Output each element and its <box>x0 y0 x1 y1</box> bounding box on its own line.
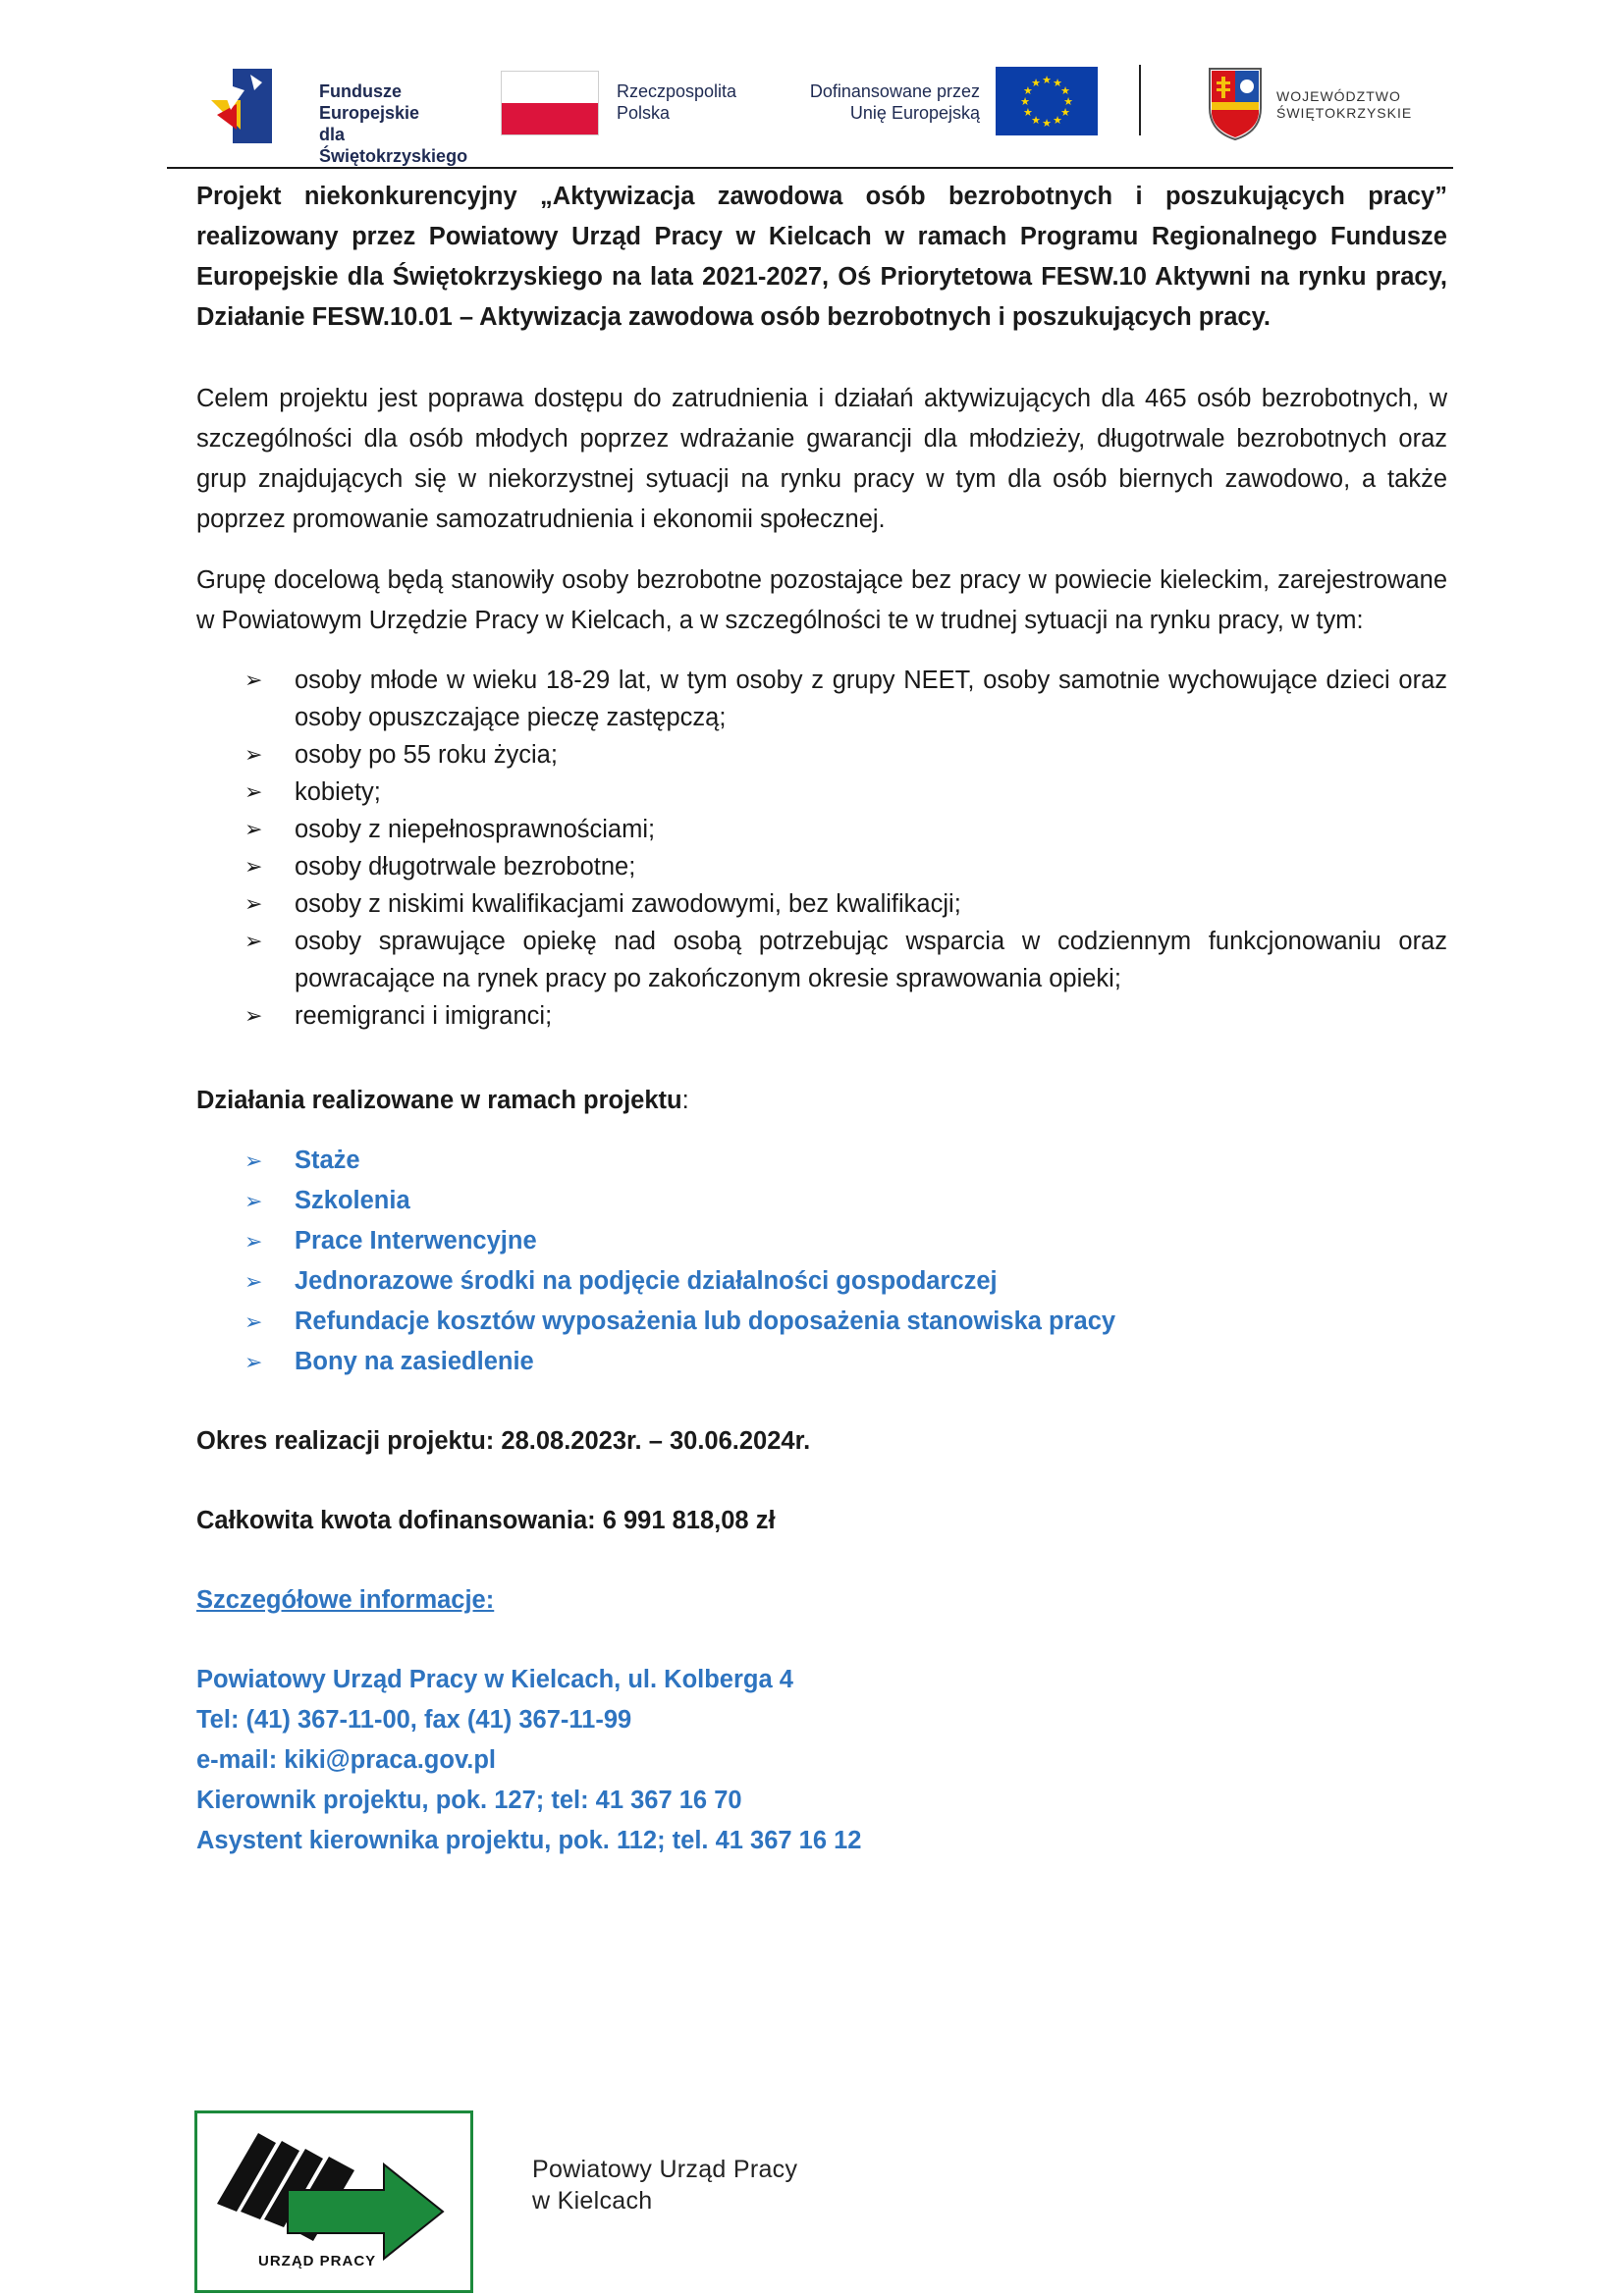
arrowhead-bullet-icon: ➢ <box>244 779 263 804</box>
action-item <box>196 1221 1447 1261</box>
contact-phone: Tel: (41) 367-11-00, fax (41) 367-11-99 <box>196 1706 632 1734</box>
list-item-text: osoby po 55 roku życia; <box>295 741 558 769</box>
intro-paragraph: Projekt niekonkurencyjny „Aktywizacja zawodowa osób bezrobotnych i poszukujących pracy” realizowany przez Powiatowy Urząd Pracy w Kielcach w ramach Programu Regionalnego Fundusze Europejskie dla Świętokrzyskiego na lata 2021-2027, Oś Priorytetowa FESW.10 Aktywni na rynku pracy, Działanie FESW.10.01 – Aktywizacja zawodowa osób bezrobotnych i poszukujących pracy. <box>196 183 1447 331</box>
list-item-text: osoby z niepełnosprawnościami; <box>295 816 656 843</box>
actions-heading-text: Działania realizowane w ramach projektu <box>196 1087 682 1114</box>
ws-logo-text <box>1276 88 1412 122</box>
actions-list <box>196 1141 1447 1382</box>
arrowhead-bullet-icon: ➢ <box>244 1003 263 1028</box>
eu-star-icon: ★ <box>1023 106 1033 119</box>
list-item <box>196 662 1447 736</box>
logo-unia-europejska <box>785 67 1110 141</box>
contact-address: Powiatowy Urząd Pracy w Kielcach, ul. Kolberga 4 <box>196 1666 793 1693</box>
action-item-text: Refundacje kosztów wyposażenia lub doposażenia stanowiska pracy <box>295 1308 1116 1335</box>
goal-paragraph: Celem projektu jest poprawa dostępu do zatrudnienia i działań aktywizujących dla 465 osób bezrobotnych, w szczególności dla osób młodych poprzez wdrażanie gwarancji dla młodzieży, długotrwale bezrobotnych oraz grup znajdujących się w niekorzystnej sytuacji na rynku pracy w tym dla osób biernych zawodowo, a także poprzez promowanie samozatrudnienia i ekonomii społecznej. <box>196 385 1447 533</box>
list-item <box>196 885 1447 923</box>
list-item-text: reemigranci i imigranci; <box>295 1002 553 1030</box>
eu-star-icon: ★ <box>1060 84 1070 97</box>
action-item-text: Staże <box>295 1147 360 1174</box>
contact-email[interactable]: e-mail: kiki@praca.gov.pl <box>196 1746 496 1774</box>
action-item <box>196 1342 1447 1382</box>
ue-logo-text <box>785 80 980 124</box>
eu-star-icon: ★ <box>1053 76 1062 89</box>
details-link[interactable]: Szczegółowe informacje: <box>196 1586 495 1614</box>
list-item-text: osoby młode w wieku 18-29 lat, w tym osoby z grupy NEET, osoby samotnie wychowujące dzieci oraz osoby opuszczające pieczę zastępczą; <box>295 667 1447 731</box>
logo-wojewodztwo <box>1206 65 1461 143</box>
pup-logo-text: URZĄD PRACY <box>258 2253 377 2269</box>
logo-rzeczpospolita <box>501 71 756 139</box>
arrowhead-bullet-icon: ➢ <box>244 1309 263 1334</box>
logo-fundusze-europejskie <box>211 61 468 166</box>
list-item <box>196 848 1447 885</box>
action-item-text: Prace Interwencyjne <box>295 1227 537 1255</box>
action-item <box>196 1141 1447 1181</box>
pup-logo <box>194 2110 473 2293</box>
list-item-text: osoby z niskimi kwalifikacjami zawodowymi, bez kwalifikacji; <box>295 890 961 918</box>
list-item-text: osoby sprawujące opiekę nad osobą potrzebując wsparcia w codziennym funkcjonowaniu oraz powracające na rynek pracy po zakończonym okresie sprawowania opieki; <box>295 928 1447 992</box>
actions-heading <box>196 1081 1447 1120</box>
arrowhead-bullet-icon: ➢ <box>244 929 263 953</box>
eu-star-icon: ★ <box>1042 117 1052 130</box>
eu-star-icon: ★ <box>1063 95 1073 108</box>
arrowhead-bullet-icon: ➢ <box>244 742 263 767</box>
list-item <box>196 736 1447 774</box>
eu-star-icon: ★ <box>1060 106 1070 119</box>
eu-star-icon: ★ <box>1023 84 1033 97</box>
list-item-text: kobiety; <box>295 778 381 806</box>
ws-line1: WOJEWÓDZTWO <box>1276 88 1401 104</box>
action-item <box>196 1181 1447 1221</box>
footer-line1: Powiatowy Urząd Pracy <box>532 2156 798 2183</box>
action-item-text: Jednorazowe środki na podjęcie działalności gospodarczej <box>295 1267 998 1295</box>
arrowhead-bullet-icon: ➢ <box>244 854 263 879</box>
ue-line1: Dofinansowane przez <box>809 81 980 101</box>
eu-star-icon: ★ <box>1042 74 1052 86</box>
eu-star-icon: ★ <box>1031 76 1041 89</box>
eu-star-icon: ★ <box>1020 95 1030 108</box>
list-item-text: osoby długotrwale bezrobotne; <box>295 853 636 881</box>
eu-star-icon: ★ <box>1031 114 1041 128</box>
header-rule <box>167 167 1453 169</box>
arrowhead-bullet-icon: ➢ <box>244 891 263 916</box>
eu-star-icon: ★ <box>1053 114 1062 128</box>
footer-office-name <box>532 2154 797 2216</box>
ws-line2: ŚWIĘTOKRZYSKIE <box>1276 105 1413 121</box>
target-group-paragraph: Grupę docelową będą stanowiły osoby bezrobotne pozostające bez pracy w powiecie kieleckim, zarejestrowane w Powiatowym Urzędzie Pracy w Kielcach, a w szczególności te w trudnej sytuacji na rynku pracy, w tym: <box>196 566 1447 634</box>
header-logos <box>167 57 1453 166</box>
footer-line2: w Kielcach <box>532 2187 653 2215</box>
list-item <box>196 923 1447 997</box>
rp-line2: Polska <box>617 103 671 123</box>
action-item-text: Szkolenia <box>295 1187 410 1214</box>
header-divider <box>1139 65 1141 135</box>
actions-heading-colon: : <box>681 1087 689 1114</box>
arrowhead-bullet-icon: ➢ <box>244 1269 263 1294</box>
fe-line1: Fundusze Europejskie <box>319 81 420 123</box>
ue-line2: Unię Europejską <box>849 103 980 123</box>
project-period: Okres realizacji projektu: 28.08.2023r. – 30.06.2024r. <box>196 1427 811 1455</box>
arrowhead-bullet-icon: ➢ <box>244 667 263 692</box>
action-item <box>196 1302 1447 1342</box>
arrowhead-bullet-icon: ➢ <box>244 1148 263 1173</box>
contact-block <box>196 1660 1447 1861</box>
contact-manager: Kierownik projektu, pok. 127; tel: 41 367 16 70 <box>196 1787 742 1814</box>
list-item <box>196 811 1447 848</box>
list-item <box>196 997 1447 1035</box>
arrowhead-bullet-icon: ➢ <box>244 1350 263 1374</box>
fe-logo-text <box>319 80 467 167</box>
action-item-text: Bony na zasiedlenie <box>295 1348 534 1375</box>
funding-amount: Całkowita kwota dofinansowania: 6 991 818,08 zł <box>196 1507 776 1534</box>
arrowhead-bullet-icon: ➢ <box>244 817 263 841</box>
main-content <box>196 177 1447 1861</box>
rp-logo-text <box>617 80 736 124</box>
polish-flag-icon <box>501 71 599 135</box>
target-group-list <box>196 662 1447 1035</box>
contact-assistant: Asystent kierownika projektu, pok. 112; tel. 41 367 16 12 <box>196 1827 862 1854</box>
fe-star-icon <box>211 61 309 149</box>
list-item <box>196 774 1447 811</box>
fe-line2: dla Świętokrzyskiego <box>319 125 468 166</box>
action-item <box>196 1261 1447 1302</box>
rp-line1: Rzeczpospolita <box>617 81 737 101</box>
eu-flag-icon <box>996 67 1098 135</box>
coat-of-arms-icon <box>1206 65 1265 141</box>
arrowhead-bullet-icon: ➢ <box>244 1229 263 1254</box>
arrowhead-bullet-icon: ➢ <box>244 1189 263 1213</box>
